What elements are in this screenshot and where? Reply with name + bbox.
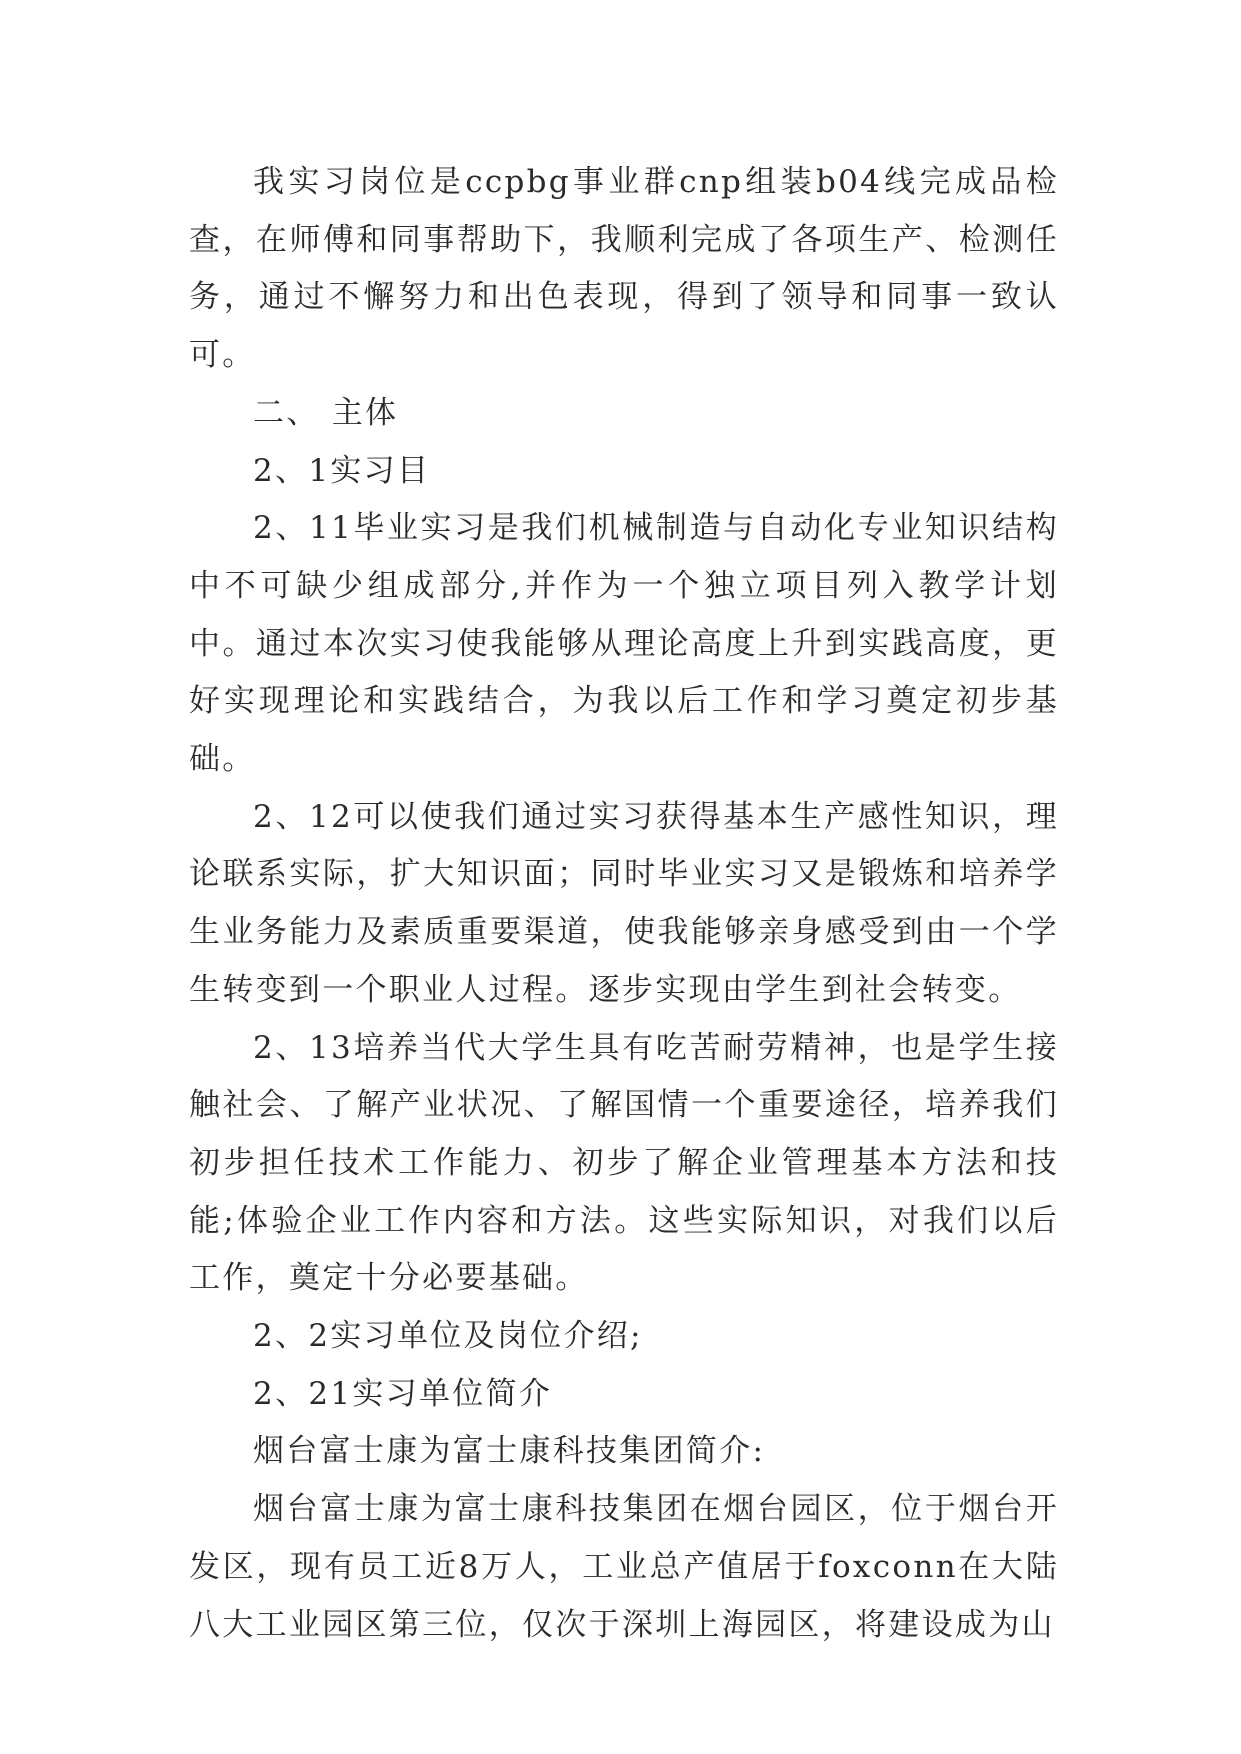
paragraph-internship-position: 我实习岗位是ccpbg事业群cnp组装b04线完成品检查，在师傅和同事帮助下，我顺利完成了各项生产、检测任务，通过不懈努力和出色表现，得到了领导和同事一致认可。 bbox=[189, 164, 1059, 374]
heading-internship-purpose: 2、1实习目 bbox=[253, 452, 431, 489]
heading-main-body: 二、 主体 bbox=[253, 394, 399, 431]
heading-foxconn-intro: 烟台富士康为富士康科技集团简介: bbox=[253, 1433, 766, 1470]
heading-unit-and-position: 2、2实习单位及岗位介绍; bbox=[253, 1318, 643, 1355]
paragraph-purpose-2-11: 2、11毕业实习是我们机械制造与自动化专业知识结构中不可缺少组成部分,并作为一个独立项目列入教学计划中。通过本次实习使我能够从理论高度上升到实践高度，更好实现理论和实践结合，为我以后工作和学习奠定初步基础。 bbox=[189, 510, 1059, 778]
paragraph-purpose-2-13: 2、13培养当代大学生具有吃苦耐劳精神，也是学生接触社会、了解产业状况、了解国情一个重要途径，培养我们初步担任技术工作能力、初步了解企业管理基本方法和技能;体验企业工作内容和方法。这些实际知识，对我们以后工作，奠定十分必要基础。 bbox=[189, 1029, 1059, 1297]
heading-unit-intro: 2、21实习单位简介 bbox=[253, 1375, 553, 1412]
paragraph-purpose-2-12: 2、12可以使我们通过实习获得基本生产感性知识，理论联系实际，扩大知识面；同时毕业实习又是锻炼和培养学生业务能力及素质重要渠道，使我能够亲身感受到由一个学生转变到一个职业人过程。逐步实现由学生到社会转变。 bbox=[189, 798, 1059, 1008]
document-body bbox=[189, 154, 1059, 1654]
paragraph-foxconn-yantai: 烟台富士康为富士康科技集团在烟台园区，位于烟台开发区，现有员工近8万人，工业总产值居于foxconn在大陆八大工业园区第三位，仅次于深圳上海园区，将建设成为山 bbox=[189, 1491, 1059, 1643]
